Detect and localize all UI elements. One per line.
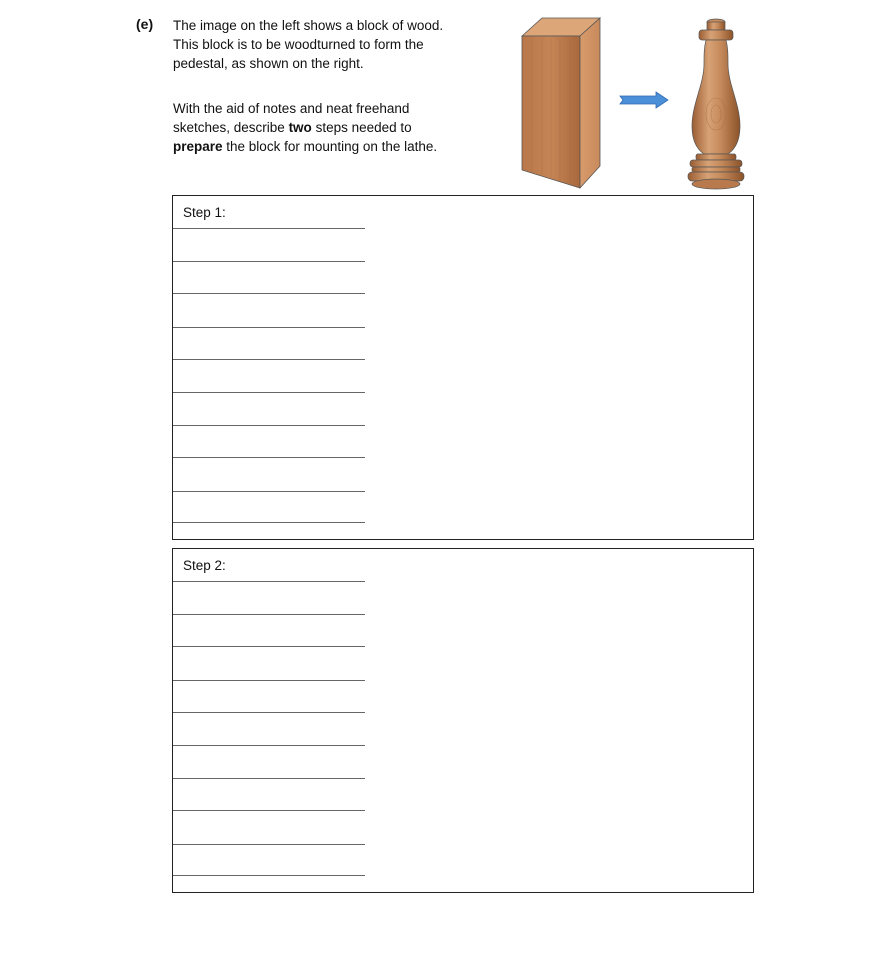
answer-box-step-1[interactable]	[172, 195, 754, 540]
right-arrow-icon	[620, 92, 668, 108]
writing-line	[173, 457, 365, 458]
writing-line	[173, 261, 365, 262]
writing-line	[173, 359, 365, 360]
writing-line	[173, 778, 365, 779]
emphasis-two: two	[288, 120, 312, 135]
question-intro	[173, 16, 473, 73]
writing-line	[173, 712, 365, 713]
writing-line	[173, 228, 365, 229]
instruction-text: steps needed to	[311, 120, 412, 135]
writing-line	[173, 425, 365, 426]
intro-line: The image on the left shows a block of wood.	[173, 18, 444, 33]
writing-line	[173, 680, 365, 681]
turned-pedestal-image	[688, 19, 744, 189]
writing-line	[173, 581, 365, 582]
writing-line	[173, 491, 365, 492]
writing-line	[173, 646, 365, 647]
question-instruction	[173, 99, 473, 156]
wood-block-image	[522, 18, 600, 188]
step-2-label: Step 2:	[183, 558, 226, 573]
writing-line	[173, 844, 365, 845]
answer-box-step-2[interactable]	[172, 548, 754, 893]
instruction-line	[173, 137, 473, 156]
intro-line: pedestal, as shown on the right.	[173, 56, 364, 71]
intro-line: This block is to be woodturned to form the	[173, 37, 424, 52]
emphasis-prepare: prepare	[173, 139, 223, 154]
writing-line	[173, 875, 365, 876]
writing-line	[173, 327, 365, 328]
writing-line	[173, 810, 365, 811]
writing-line	[173, 293, 365, 294]
writing-line	[173, 745, 365, 746]
instruction-line	[173, 118, 473, 137]
writing-line	[173, 522, 365, 523]
instruction-text: sketches, describe	[173, 120, 289, 135]
figure-svg	[518, 14, 748, 194]
instruction-text: the block for mounting on the lathe.	[222, 139, 438, 154]
figure-block-to-pedestal	[518, 14, 748, 194]
instruction-line: With the aid of notes and neat freehand	[173, 101, 410, 116]
question-label: (e)	[136, 16, 154, 32]
writing-line	[173, 614, 365, 615]
step-1-label: Step 1:	[183, 205, 226, 220]
writing-line	[173, 392, 365, 393]
